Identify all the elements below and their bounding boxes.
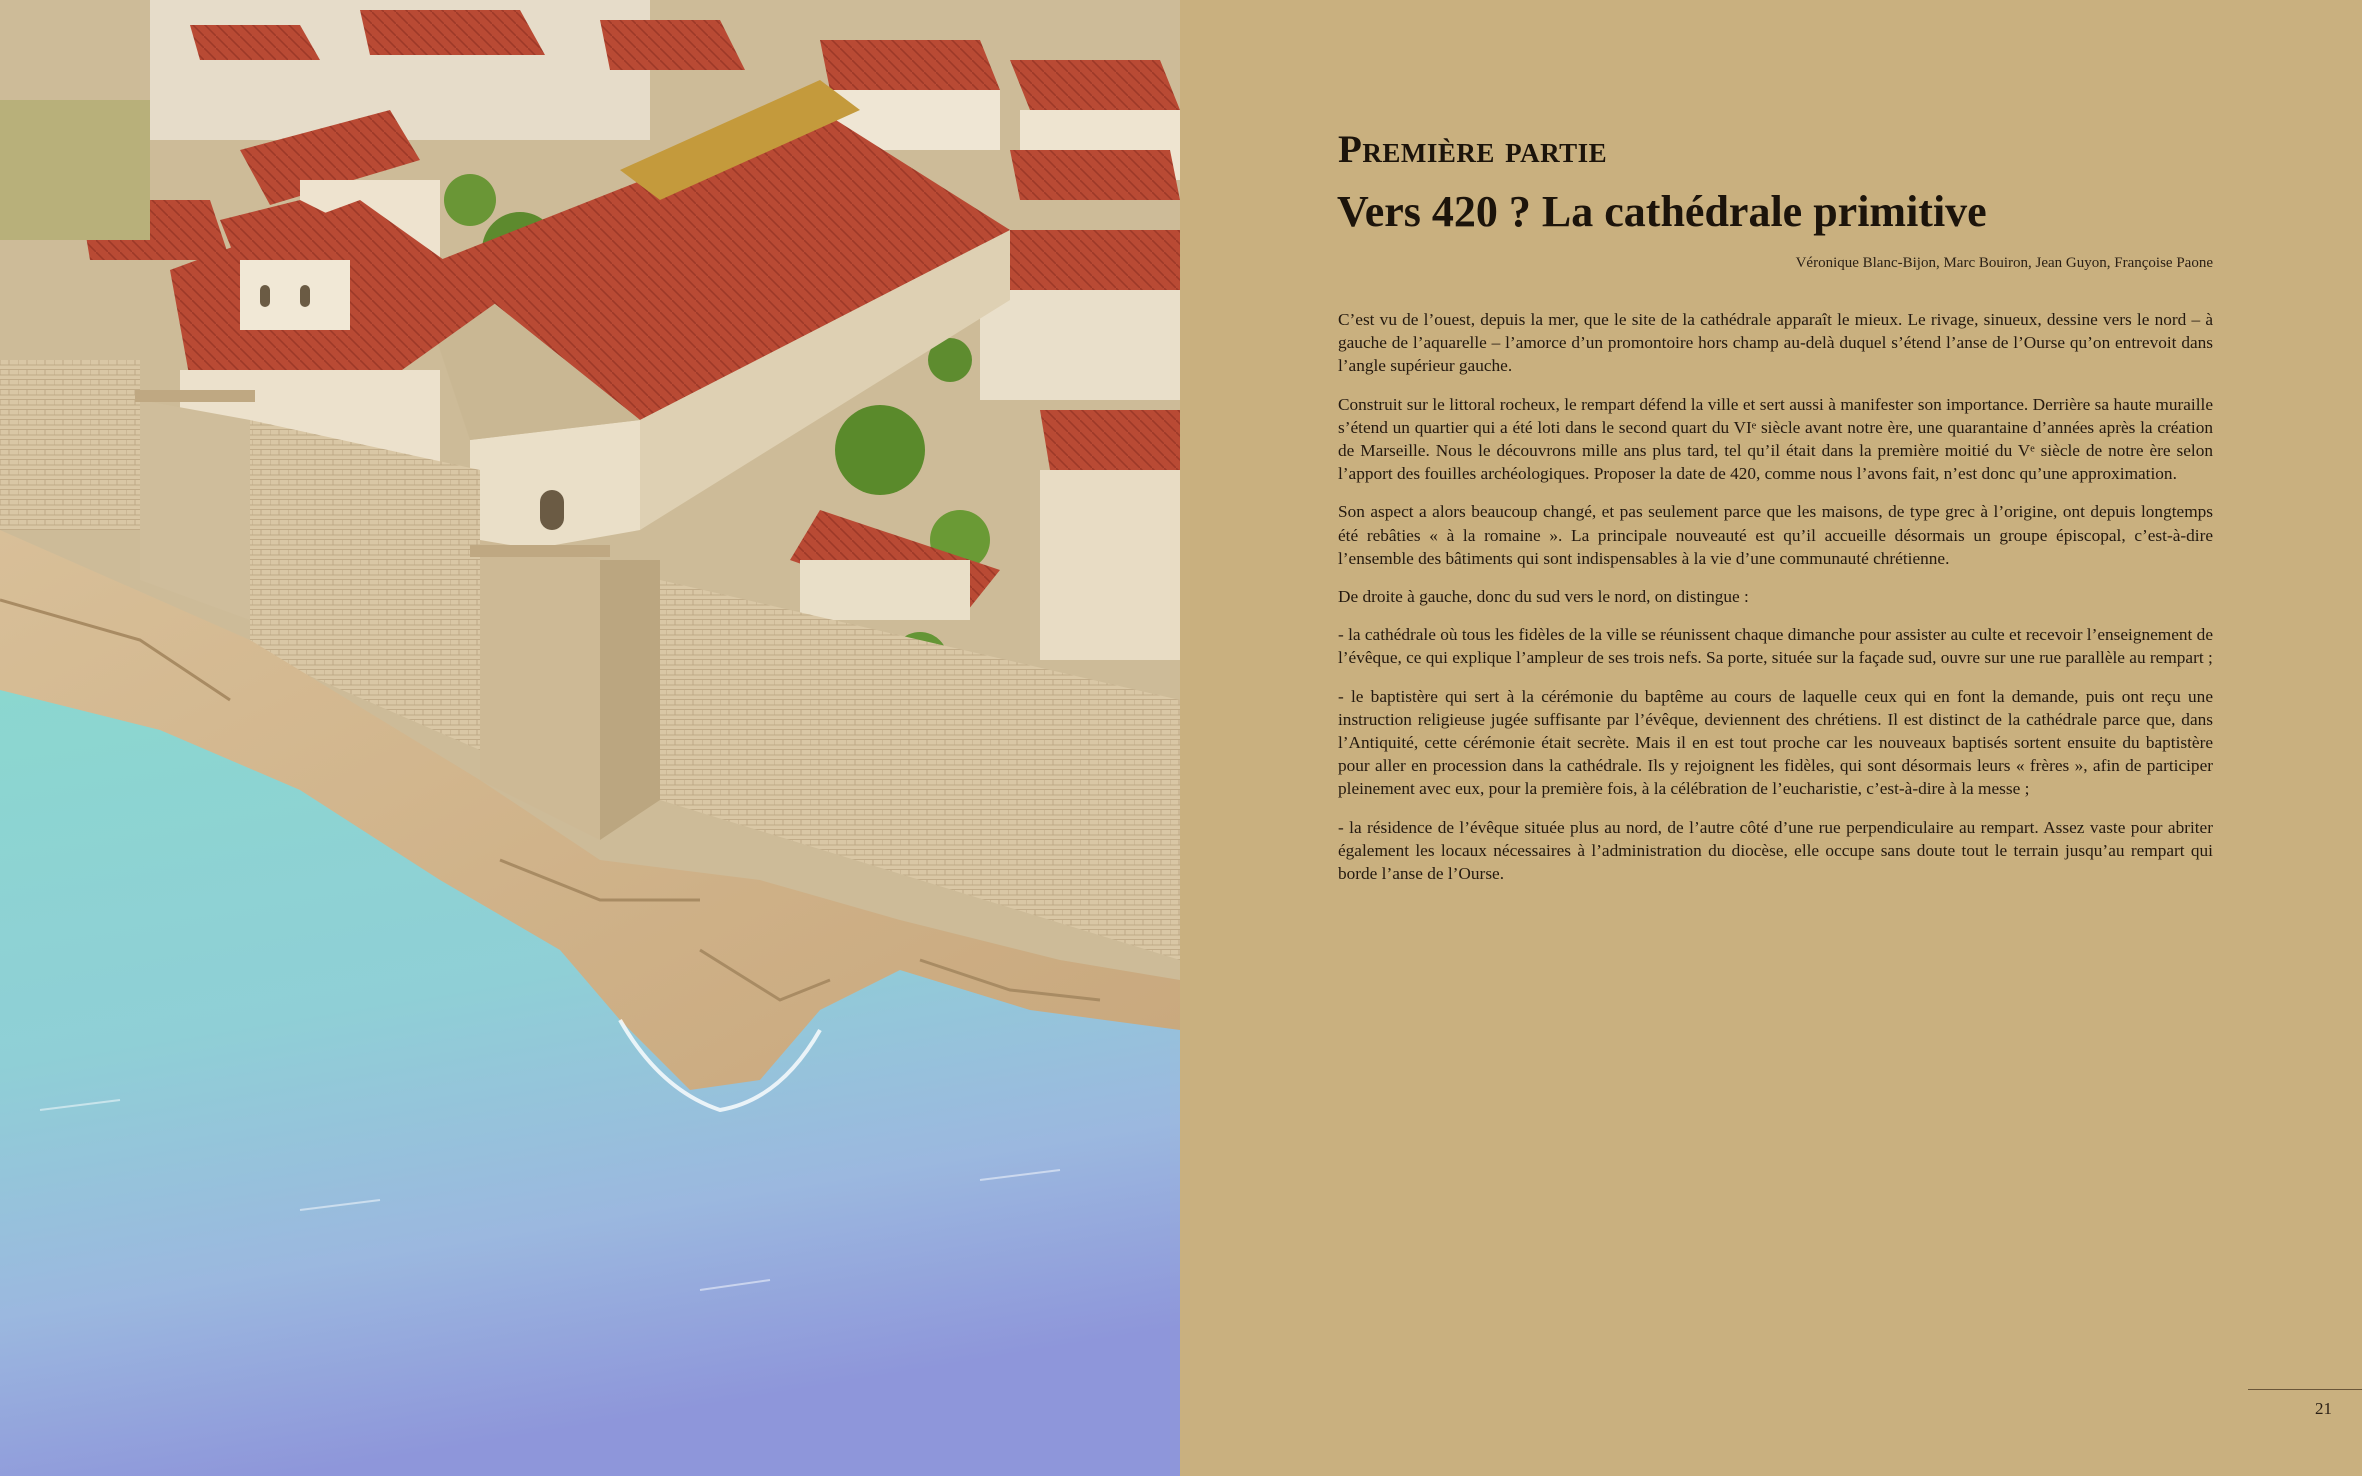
paragraph: C’est vu de l’ouest, depuis la mer, que le site de la cathédrale apparaît le mieux. Le rivage, sinueux, dessine vers le nord – à gauche de l’aquarelle – l’amorce d’un promontoire hors champ au-delà duquel s’étend l’anse de l’Ourse qu’on entrevoit dans l’angle supérieur gauche.	[1338, 310, 2213, 376]
part-title: Première partie	[1338, 128, 1608, 171]
body-text	[1338, 308, 2213, 900]
chapter-title: Vers 420 ? La cathédrale primitive	[1337, 187, 1987, 236]
paragraph: - la résidence de l’évêque située plus au nord, de l’autre côté d’une rue perpendiculaire au rempart. Assez vaste pour abriter également les locaux nécessaires à l’administration du diocèse, elle occupe sans doute tout le terrain jusqu’au rempart qui borde l’anse de l’Ourse.	[1338, 817, 2213, 884]
illustration-panel	[0, 0, 1180, 1476]
cathedral-aquarelle-illustration	[0, 0, 1180, 1476]
authors-line: Véronique Blanc-Bijon, Marc Bouiron, Jean Guyon, Françoise Paone	[1795, 255, 2213, 271]
paragraph: - le baptistère qui sert à la cérémonie du baptême au cours de laquelle ceux qui en font la demande, puis ont reçu une instruction religieuse jugée suffisante par l’évêque, deviennent des chrétiens. Il est distinct de la cathédrale parce que, dans l’Antiquité, cette cérémonie était secrète. Mais il en est tout proche car les nouveaux baptisés sortent ensuite du baptistère pour aller en procession dans la cathédrale. Ils y rejoignent les fidèles, qui sont désormais leurs « frères », afin de participer pleinement avec eux, pour la première fois, à la célébration de l’eucharistie, c’est-à-dire à la messe ;	[1338, 686, 2213, 799]
paragraph: Construit sur le littoral rocheux, le rempart défend la ville et sert aussi à manifester son importance. Derrière sa haute muraille s’étend un quartier qui a été loti dans le second quart du VIᵉ siècle avant notre ère, une quarantaine d’années après la création de Marseille. Nous le découvrons mille ans plus tard, tel qu’il était dans la première moitié du Vᵉ siècle de notre ère selon l’apport des fouilles archéologiques. Proposer la date de 420, comme nous l’avons fait, n’est donc qu’une approximation.	[1338, 394, 2213, 484]
paragraph: De droite à gauche, donc du sud vers le nord, on distingue :	[1338, 587, 1749, 607]
paragraph: Son aspect a alors beaucoup changé, et pas seulement parce que les maisons, de type grec à l’origine, ont depuis longtemps été rebâties « à la romaine ». La principale nouveauté est qu’il accueille désormais un groupe épiscopal, c’est-à-dire l’ensemble des bâtiments qui sont indispensables à la vie d’une communauté chrétienne.	[1338, 502, 2213, 568]
page-number: 21	[2315, 1399, 2332, 1418]
paragraph: - la cathédrale où tous les fidèles de la ville se réunissent chaque dimanche pour assister au culte et recevoir l’enseignement de l’évêque, ce qui explique l’ampleur de ses trois nefs. Sa porte, située sur la façade sud, ouvre sur une rue parallèle au rempart ;	[1338, 625, 2213, 668]
text-page	[1180, 0, 2362, 1476]
footer-rule	[2248, 1389, 2362, 1390]
